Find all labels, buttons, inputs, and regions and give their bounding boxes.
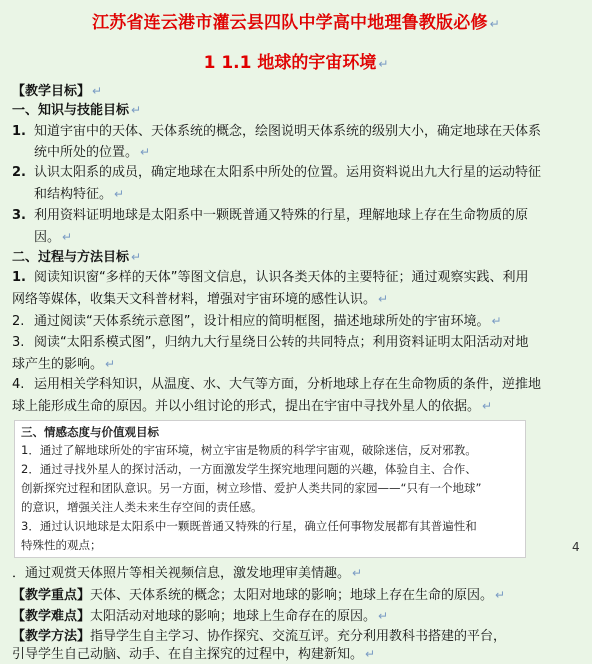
- inset-line: 1．通过了解地球所处的宇宙环境，树立宇宙是物质的科学宇宙观，破除迷信，反对邪教。: [21, 443, 477, 457]
- list-item-cont: 统中所处的位置。 ↵: [34, 145, 151, 160]
- document-title: 江苏省连云港市灌云县四队中学高中地理鲁教版必修 ↵: [92, 13, 500, 33]
- list-item: 3. 阅读“太阳系模式图”，归纳九大行星绕日公转的共同特点；利用资料证明太阳活动对地: [12, 335, 529, 350]
- list-item: 1. 知道宇宙中的天体、天体系统的概念，绘图说明天体系统的级别大小，确定地球在天体系: [12, 124, 542, 139]
- inset-line: 2．通过寻找外星人的探讨活动，一方面激发学生探究地理问题的兴趣，体验自主、合作、: [21, 462, 477, 476]
- list-item-cont: 网络等媒体，收集天文科普材料，增强对宇宙环境的感性认识。 ↵: [12, 292, 389, 307]
- list-item: 4. 运用相关学科知识，从温度、水、大气等方面，分析地球上存在生命物质的条件，逆推地: [12, 377, 542, 392]
- list-item-cont: 球上能形成生命的原因。并以小组讨论的形式，提出在宇宙中寻找外星人的依据。 ↵: [12, 399, 493, 414]
- list-item-cont: 和结构特征。 ↵: [34, 187, 125, 202]
- teaching-method: 【教学方法】指导学生自主学习、协作探究、交流互评。充分利用教科书搭建的平台，: [12, 629, 507, 644]
- teaching-focus: 【教学重点】天体、天体系统的概念；太阳对地球的影响；地球上存在生命的原因。 ↵: [12, 588, 506, 603]
- document-subtitle: 1 1.1 地球的宇宙环境 ↵: [203, 53, 389, 73]
- list-item-cont: 因。 ↵: [34, 230, 73, 245]
- list-item-cont: 球产生的影响。 ↵: [12, 357, 116, 372]
- subheading-process: 二、过程与方法目标 ↵: [12, 250, 142, 265]
- scanned-inset-box: [14, 420, 526, 558]
- teaching-method-cont: 引导学生自己动脑、动手、在自主探究的过程中，构建新知。 ↵: [12, 647, 376, 662]
- inset-line: 创新探究过程和团队意识。另一方面，树立珍惜、爱护人类共同的家园——“只有一个地球”: [21, 481, 482, 495]
- inset-line: 3．通过认识地球是太阳系中一颗既普通又特殊的行星，确立任何事物发展都有其普遍性和: [21, 519, 477, 533]
- paragraph: ．通过观赏天体照片等相关视频信息，激发地理审美情趣。 ↵: [12, 566, 363, 581]
- teaching-difficulty: 【教学难点】太阳活动对地球的影响；地球上生命存在的原因。 ↵: [12, 609, 389, 624]
- section-heading-goals: 【教学目标】 ↵: [12, 84, 103, 99]
- list-item: 3. 利用资料证明地球是太阳系中一颗既普通又特殊的行星，理解地球上存在生命物质的原: [12, 208, 529, 223]
- inset-heading: 三、情感态度与价值观目标: [21, 425, 159, 439]
- inset-line: 特殊性的观点；: [21, 538, 102, 552]
- inset-line: 的意识，增强关注人类未来生存空间的责任感。: [21, 500, 263, 514]
- list-item: 2. 认识太阳系的成员，确定地球在太阳系中所处的位置。运用资料说出九大行星的运动特征: [12, 165, 542, 180]
- list-item: 1. 阅读知识窗“多样的天体”等图文信息，认识各类天体的主要特征；通过观察实践、利用: [12, 270, 529, 285]
- list-item: 2. 通过阅读“天体系统示意图”，设计相应的简明框图，描述地球所处的宇宙环境。 ↵: [12, 314, 502, 329]
- subheading-knowledge: 一、知识与技能目标 ↵: [12, 103, 142, 118]
- page-number: 4: [572, 540, 580, 554]
